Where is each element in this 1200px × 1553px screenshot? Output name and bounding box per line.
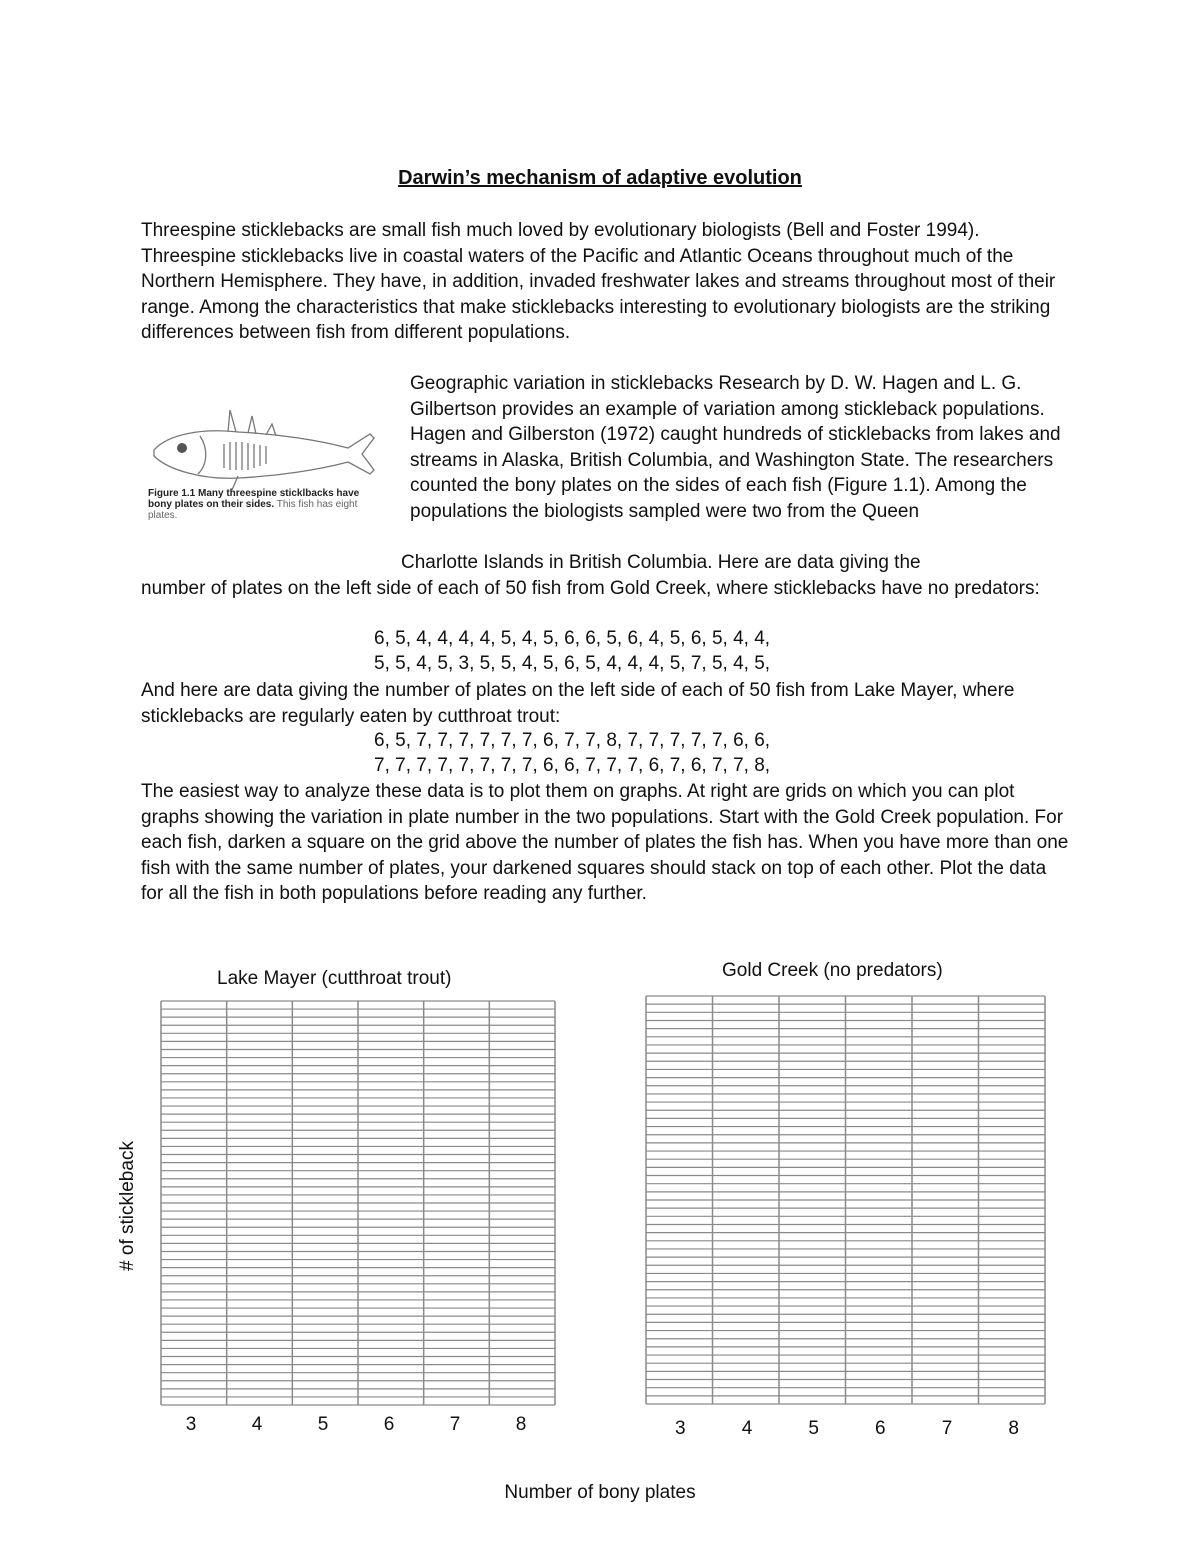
x-tick-label: 5	[317, 1414, 329, 1435]
x-tick-label: 7	[941, 1418, 953, 1439]
geographic-variation-continued	[141, 550, 1081, 601]
x-tick-label: 6	[383, 1414, 395, 1435]
x-tick-label: 8	[1008, 1418, 1019, 1439]
lake-mayer-data-line-1: 6, 5, 7, 7, 7, 7, 7, 7, 6, 7, 7, 8, 7, 7, 7, 7, 7, 6, 6,	[374, 730, 771, 751]
figure-caption-bold: Figure 1.1 Many threespine sticklbacks have bony plates on their sides.	[148, 488, 360, 510]
figure-caption-plain: This fish has eight plates.	[148, 499, 358, 521]
page-title: Darwin’s mechanism of adaptive evolution	[398, 167, 802, 189]
x-tick-label: 7	[449, 1414, 461, 1435]
geographic-variation-line: Charlotte Islands in British Columbia. Here are data giving the	[401, 552, 921, 573]
x-tick-label: 5	[808, 1418, 819, 1439]
geographic-variation-paragraph: Geographic variation in sticklebacks Research by D. W. Hagen and L. G. Gilbertson provides an example of variation among stickleback populations. Hagen and Gilberston (1972) caught hundreds of sticklebacks from lakes and streams in Alaska, British Columbia, and Washington State. The researchers counted the bony plates on the sides of each fish (Figure 1.1). Among the populations the biologists sampled were two from the Queen	[410, 373, 1061, 522]
right-chart-title: Gold Creek (no predators)	[722, 960, 943, 981]
gold-creek-plot-grid[interactable]	[645, 995, 1046, 1405]
x-tick-label: 4	[741, 1418, 753, 1439]
x-tick-label: 3	[185, 1414, 197, 1435]
lake-mayer-paragraph: And here are data giving the number of plates on the left side of each of 50 fish from Lake Mayer, where sticklebacks are regularly eaten by cutthroat trout:	[141, 680, 1015, 727]
left-chart-title: Lake Mayer (cutthroat trout)	[217, 968, 452, 989]
gold-creek-data-line-1: 6, 5, 4, 4, 4, 4, 5, 4, 5, 6, 6, 5, 6, 4, 5, 6, 5, 4, 4,	[374, 628, 771, 649]
x-tick-label: 6	[875, 1418, 886, 1439]
lake-mayer-data-line-2: 7, 7, 7, 7, 7, 7, 7, 7, 6, 6, 7, 7, 7, 6, 7, 6, 7, 7, 8,	[374, 755, 771, 776]
instructions-paragraph: The easiest way to analyze these data is to plot them on graphs. At right are grids on which you can plot graphs showing the variation in plate number in the two populations. Start with the Gold Creek population. For each fish, darken a square on the grid above the number of plates the fish has. When you have more than one fish with the same number of plates, your darkened squares should stack on top of each other. Plot the data for all the fish in both populations before reading any further.	[141, 781, 1069, 904]
geographic-variation-rest: number of plates on the left side of each of 50 fish from Gold Creek, where sticklebacks have no predators:	[141, 577, 1040, 599]
figure-caption	[148, 488, 380, 521]
x-tick-label: 3	[675, 1418, 686, 1439]
x-tick-label: 4	[251, 1414, 263, 1435]
x-tick-label: 8	[515, 1414, 527, 1435]
x-axis-label: Number of bony plates	[504, 1482, 696, 1503]
fish-eye-icon	[177, 443, 187, 453]
intro-paragraph: Threespine sticklebacks are small fish much loved by evolutionary biologists (Bell and Foster 1994). Threespine sticklebacks live in coastal waters of the Pacific and Atlantic Oceans throughout much of the Northern Hemisphere. They have, in addition, invaded freshwater lakes and streams throughout most of their range. Among the characteristics that make sticklebacks interesting to evolutionary biologists are the striking differences between fish from different populations.	[141, 220, 1056, 343]
gold-creek-data-line-2: 5, 5, 4, 5, 3, 5, 5, 4, 5, 6, 5, 4, 4, 4, 5, 7, 5, 4, 5,	[374, 653, 771, 674]
lake-mayer-plot-grid[interactable]	[160, 1000, 556, 1406]
y-axis-label: # of stickleback	[117, 1141, 138, 1271]
